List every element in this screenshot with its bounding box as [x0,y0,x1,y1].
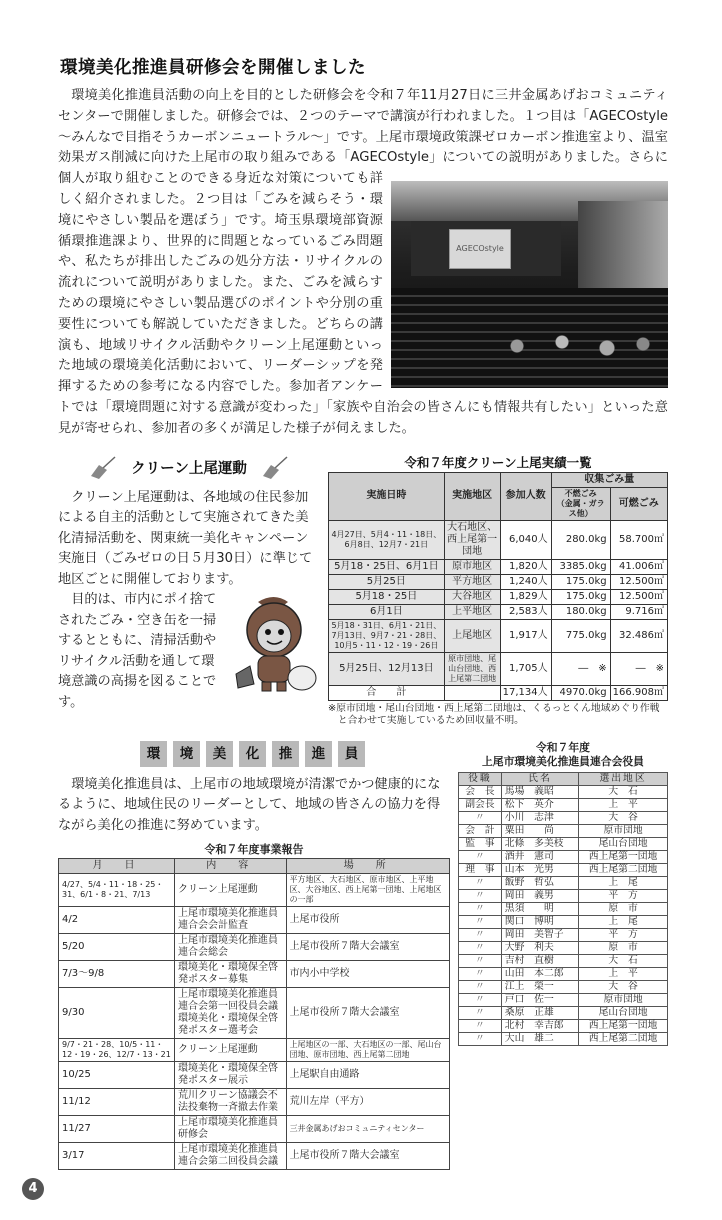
cell-name: 戸口 佐一 [501,993,578,1006]
table-row [59,1089,450,1116]
table-row [59,961,450,988]
cell-noncomb: ― ※ [551,652,610,685]
table-row [459,785,668,798]
table-row [59,907,450,934]
cell-role: 〃 [459,980,502,993]
promoters-column [58,741,450,1171]
cell-date: 4/2 [59,907,175,934]
table-row [459,915,668,928]
cell-district: 尾山台団地 [579,837,668,850]
cell-place: 上尾市役所 [286,907,449,934]
promoters-heading [140,741,450,767]
cell-date: 5月18・25日 [329,589,445,604]
table-row [329,589,668,604]
cell-district: 大 石 [579,954,668,967]
cell-noncomb: 3385.0kg [551,559,610,574]
table-row [59,1116,450,1143]
table-row [459,941,668,954]
cell-content: 上尾市環境美化推進員連合会総会 [175,934,287,961]
cell-district: 西上尾第一団地 [579,850,668,863]
report-table [58,858,450,1170]
cell-date: 3/17 [59,1143,175,1170]
article-title: 環境美化推進員研修会を開催しました [60,58,366,78]
cell-content: 上尾市環境美化推進員連合会第二回役員会議 [175,1143,287,1170]
cell-name: 馬場 義昭 [501,785,578,798]
table-row [59,874,450,907]
table-row [59,1039,450,1062]
cell-district: 尾山台団地 [579,1006,668,1019]
col-noncomb [551,487,610,520]
cell-area: 大石地区、西上尾第一団地 [444,520,500,559]
table-row [329,652,668,685]
cell-date: 5月18・31日、6月1・21日、7月13日、9月7・21・28日、10月5・11・12・19・26日 [329,619,445,652]
page-number: 4 [22,1178,44,1200]
cell-content: 上尾市環境美化推進員連合会会計監査 [175,907,287,934]
cell-role: 〃 [459,915,502,928]
officers-table [458,772,668,1046]
cell-name: 岡田 美智子 [501,928,578,941]
cell-comb: 32.486㎥ [610,619,667,652]
cell-people: 1,917人 [500,619,551,652]
article-body [58,86,668,440]
officers-column [458,741,668,1046]
cell-role: 〃 [459,941,502,954]
table-row [459,967,668,980]
table-row [459,824,668,837]
col-noncomb-label: 不燃ごみ [564,488,597,498]
cell-district: 上 平 [579,798,668,811]
table-row [459,1019,668,1032]
cell-name: 飯野 哲弘 [501,876,578,889]
cell-comb: 12.500㎥ [610,589,667,604]
cell-district: 上 尾 [579,915,668,928]
cell-content: 上尾市環境美化推進員研修会 [175,1116,287,1143]
broom-icon [89,456,117,480]
cell-place: 上尾市役所７階大会議室 [286,934,449,961]
heading-tile: 環 [140,741,167,767]
table-row [329,559,668,574]
cell-role: 〃 [459,811,502,824]
heading-tile: 化 [239,741,266,767]
officers-title [458,741,668,769]
col-month-day: 月 日 [59,859,175,874]
cell-role: 〃 [459,850,502,863]
cell-area: 原市地区 [444,559,500,574]
clean-heading-text: クリーン上尾運動 [131,461,247,478]
cell-people: 1,829人 [500,589,551,604]
table-row [329,619,668,652]
cell-district: 原市団地 [579,993,668,1006]
cell-name: 松下 英介 [501,798,578,811]
table-row [459,850,668,863]
cell-empty [444,685,500,700]
cell-name: 黒須 明 [501,902,578,915]
table-row [459,1032,668,1045]
cell-total-noncomb: 4970.0kg [551,685,610,700]
cell-role: 理 事 [459,863,502,876]
col-name: 氏名 [501,772,578,785]
cell-comb: 12.500㎥ [610,574,667,589]
col-date: 実施日時 [329,472,445,520]
cell-district: 平 方 [579,889,668,902]
table-row [459,980,668,993]
cell-district: 西上尾第二団地 [579,863,668,876]
article-paragraph: 環境美化推進員活動の向上を目的とした研修会を令和７年11月27日に三井金属あげおコミュニティセンターで開催しました。研修会では、２つのテーマで講演が行われました。１つ目は「AGECOstyle～みんなで目指そうカーボンニュートラル～」です。上尾市環境政策課ゼロカーボン推進室より、温室効果ガス削減に向けた上尾市の取り組みである「AGECOstyle」についての説明がありました。さらに個人が取り組むことのできる身近な対策についても詳しく紹介されました。２つ目は「ごみを減らそう・環境にやさしい製品を選ぼう」です。埼玉県環境部資源循環推進課より、世界的に問題となっているごみ問題や、私たちが排出したごみの処分方法・リサイクルの流れについて説明がありました。また、ごみを減らすための環境にやさしい製品選びのポイントや分別の重要性についても解説していただきました。どちらの講演も、地域リサイクル活動やクリーン上尾運動といった地域の環境美化活動において、リーダーシップを発揮するための参考になる内容でした。参加者アンケートでは「環境問題に対する意識が変わった」「家族や自治会の皆さんにも情報共有したい」といった意見が寄せられ、参加者の多くが満足した様子が伺えました。 [58,88,668,436]
table-row [329,520,668,559]
cell-date: 9/30 [59,988,175,1039]
cell-role: 副会長 [459,798,502,811]
table-total-row [329,685,668,700]
cell-district: 大 石 [579,785,668,798]
table-row [459,889,668,902]
table-row [459,798,668,811]
cell-people: 6,040人 [500,520,551,559]
heading-tile: 推 [272,741,299,767]
cell-place: 三井金属あげおコミュニティセンター [286,1116,449,1143]
table-row [459,1006,668,1019]
cell-role: 〃 [459,967,502,980]
cell-name: 北村 幸吉郎 [501,1019,578,1032]
cell-people: 1,705人 [500,652,551,685]
cell-name: 山田 本二郎 [501,967,578,980]
clean-heading [58,454,320,482]
cell-date: 5月25日 [329,574,445,589]
cell-name: 大山 雄二 [501,1032,578,1045]
results-column [328,454,668,727]
cell-people: 2,583人 [500,604,551,619]
cell-district: 上 尾 [579,876,668,889]
cell-role: 会 計 [459,824,502,837]
cell-area: 平方地区 [444,574,500,589]
cell-noncomb: 175.0kg [551,574,610,589]
officers-title-year: 令和７年度 [536,740,590,754]
broom-icon [261,456,289,480]
col-noncomb-sub: （金属・ガラス他） [556,498,605,518]
cell-role: 〃 [459,928,502,941]
cell-comb: ― ※ [610,652,667,685]
cell-name: 吉村 直樹 [501,954,578,967]
heading-tile: 境 [173,741,200,767]
cell-district: 平 方 [579,928,668,941]
clean-paragraph-1: クリーン上尾運動は、各地域の住民参加による自主的活動として実施されてきた美化清掃活動を、関東統一美化キャンペーン実施日（ごみゼロの日５月30日）に準じて地区ごとに開催しております。 [58,489,313,587]
cell-content: クリーン上尾運動 [175,1039,287,1062]
cell-date: 5月25日、12月13日 [329,652,445,685]
cell-date: 7/3～9/8 [59,961,175,988]
col-content: 内 容 [175,859,287,874]
cell-name: 小川 志津 [501,811,578,824]
cell-area: 上平地区 [444,604,500,619]
cell-role: 監 事 [459,837,502,850]
cell-comb: 58.700㎥ [610,520,667,559]
table-row [459,837,668,850]
cell-district: 大 谷 [579,980,668,993]
table-row [59,1062,450,1089]
cell-name: 北條 多美枝 [501,837,578,850]
table-row [59,934,450,961]
promoters-description: 環境美化推進員は、上尾市の地域環境が清潔でかつ健康的になるように、地域住民のリーダーとして、地域の皆さんの協力を得ながら美化の推進に努めています。 [58,776,441,833]
cell-name: 江上 榮一 [501,980,578,993]
col-district: 選出地区 [579,772,668,785]
table-row [459,902,668,915]
officers-title-name: 上尾市環境美化推進員連合会役員 [482,754,644,768]
cell-place: 上尾市役所７階大会議室 [286,1143,449,1170]
cell-name: 大野 利夫 [501,941,578,954]
cell-content: 上尾市環境美化推進員連合会第一回役員会議 環境美化・環境保全啓発ポスター選考会 [175,988,287,1039]
cell-name: 酒井 憲司 [501,850,578,863]
cell-comb: 9.716㎥ [610,604,667,619]
cell-date: 5/20 [59,934,175,961]
cell-district: 原市団地 [579,824,668,837]
cell-district: 原 市 [579,902,668,915]
table-row [329,604,668,619]
photo-screen: AGECOstyle [449,229,511,269]
col-area: 実施地区 [444,472,500,520]
cell-date: 11/27 [59,1116,175,1143]
cell-place: 上尾市役所７階大会議室 [286,988,449,1039]
cell-place: 上尾駅自由通路 [286,1062,449,1089]
table-row [459,954,668,967]
col-collected: 収集ごみ量 [551,472,667,487]
cell-name: 粟田 尚 [501,824,578,837]
cell-name: 関口 博明 [501,915,578,928]
clean-section [58,454,668,727]
table-row [59,988,450,1039]
cell-people: 1,820人 [500,559,551,574]
cell-date: 11/12 [59,1089,175,1116]
cell-district: 大 谷 [579,811,668,824]
cell-content: 環境美化・環境保全啓発ポスター募集 [175,961,287,988]
col-place: 場 所 [286,859,449,874]
table-row [329,574,668,589]
cell-total-label: 合 計 [329,685,445,700]
cell-total-comb: 166.908㎥ [610,685,667,700]
clean-column [58,454,320,714]
cell-role: 会 長 [459,785,502,798]
results-title: 令和７年度クリーン上尾実績一覧 [404,454,592,470]
heading-tile: 進 [305,741,332,767]
cell-noncomb: 775.0kg [551,619,610,652]
cell-role: 〃 [459,902,502,915]
cell-noncomb: 180.0kg [551,604,610,619]
table-row [59,1143,450,1170]
cell-content: クリーン上尾運動 [175,874,287,907]
clean-description [58,488,320,714]
col-comb: 可燃ごみ [610,487,667,520]
heading-tile: 員 [338,741,365,767]
cell-date: 5月18・25日、6月1日 [329,559,445,574]
table-row [459,993,668,1006]
cell-role: 〃 [459,876,502,889]
cell-district: 上 平 [579,967,668,980]
cell-total-people: 17,134人 [500,685,551,700]
results-note: ※原市団地・尾山台団地・西上尾第二団地は、くるっとくん地域めぐり作戦と合わせて実施しているため回収量不明。 [328,702,660,726]
cell-district: 西上尾第二団地 [579,1032,668,1045]
cell-area: 上尾地区 [444,619,500,652]
cell-district: 西上尾第一団地 [579,1019,668,1032]
table-row [459,876,668,889]
mascot-illustration [228,594,320,694]
cell-date: 10/25 [59,1062,175,1089]
cell-role: 〃 [459,1019,502,1032]
cell-content: 荒川クリーン協議会不法投棄物一斉撤去作業 [175,1089,287,1116]
cell-name: 山本 光男 [501,863,578,876]
cell-date: 4/27、5/4・11・18・25・31、6/1・8・21、7/13 [59,874,175,907]
cell-role: 〃 [459,1006,502,1019]
table-row [459,928,668,941]
report-title: 令和７年度事業報告 [204,843,304,857]
cell-role: 〃 [459,889,502,902]
cell-place: 平方地区、大石地区、原市地区、上平地区、大谷地区、西上尾第一団地、上尾地区の一部 [286,874,449,907]
cell-place: 市内小中学校 [286,961,449,988]
cell-date: 4月27日、5月4・11・18日、6月8日、12月7・21日 [329,520,445,559]
cell-people: 1,240人 [500,574,551,589]
cell-name: 桑原 正雄 [501,1006,578,1019]
table-row [459,863,668,876]
cell-comb: 41.006㎥ [610,559,667,574]
cell-role: 〃 [459,954,502,967]
results-table [328,472,668,701]
cell-district: 原 市 [579,941,668,954]
heading-tile: 美 [206,741,233,767]
cell-place: 荒川左岸（平方） [286,1089,449,1116]
cell-date: 9/7・21・28、10/5・11・12・19・26、12/7・13・21 [59,1039,175,1062]
clean-paragraph-2: 目的は、市内にポイ捨てされたごみ・空き缶を一掃するとともに、清掃活動やリサイクル活動を通して環境意識の高揚を図ることです。 [58,592,217,710]
promoters-section [58,741,668,1171]
cell-area: 原市団地、尾山台団地、西上尾第二団地 [444,652,500,685]
col-role: 役職 [459,772,502,785]
cell-place: 上尾地区の一部、大石地区の一部、尾山台団地、原市団地、西上尾第二団地 [286,1039,449,1062]
seminar-photo [391,181,668,388]
cell-name: 岡田 義男 [501,889,578,902]
cell-area: 大谷地区 [444,589,500,604]
cell-noncomb: 175.0kg [551,589,610,604]
cell-content: 環境美化・環境保全啓発ポスター展示 [175,1062,287,1089]
cell-role: 〃 [459,993,502,1006]
cell-date: 6月1日 [329,604,445,619]
table-row [459,811,668,824]
col-people: 参加人数 [500,472,551,520]
cell-noncomb: 280.0kg [551,520,610,559]
cell-role: 〃 [459,1032,502,1045]
